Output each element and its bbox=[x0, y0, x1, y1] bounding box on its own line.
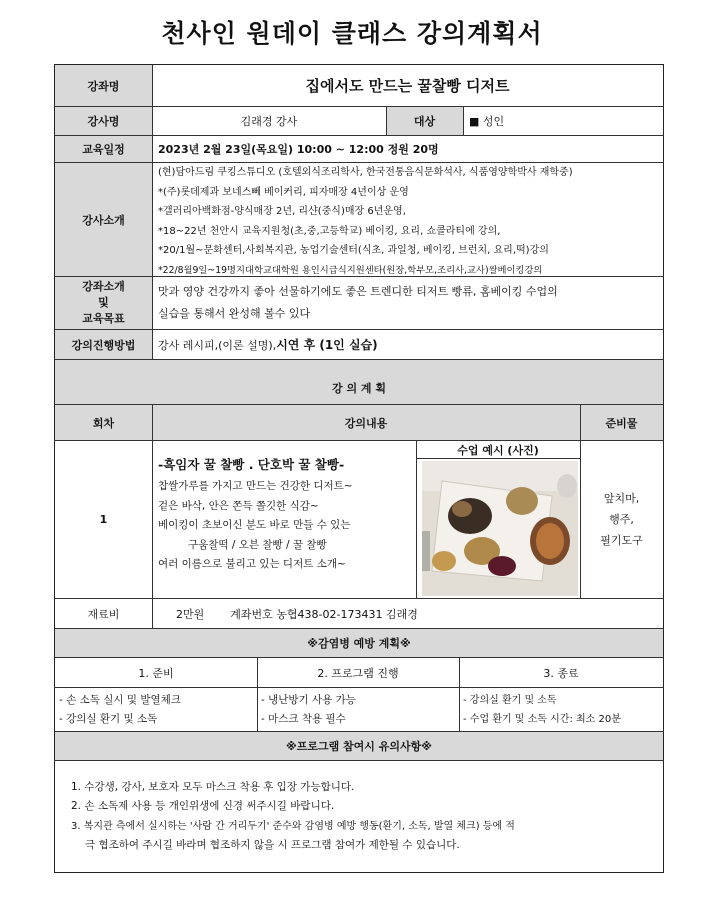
intro-label-line: 및 bbox=[98, 296, 109, 309]
photo-label: 수업 예시 (사진) bbox=[416, 441, 580, 459]
bio-line: *갤러리아백화점-양식매장 2년, 리샨(중식)매장 6년운영, bbox=[158, 206, 406, 217]
intro-content bbox=[152, 277, 663, 329]
materials-list bbox=[580, 441, 663, 598]
class-example-photo bbox=[422, 461, 578, 596]
photo-illustration bbox=[422, 461, 578, 596]
content-line: 베이킹이 초보이신 분도 바로 만들 수 있는 bbox=[158, 519, 351, 531]
course-name-label: 강좌명 bbox=[55, 65, 152, 106]
prevention-item: - 수업 환기 및 소독 시간: 최소 20분 bbox=[463, 713, 621, 725]
intro-line: 실습을 통해서 완성해 볼수 있다 bbox=[158, 307, 311, 320]
intro-label-line: 강좌소개 bbox=[82, 280, 125, 293]
note-item: 극 협조하여 주시길 바라며 협조하지 않을 시 프로그램 참여가 제한될 수 있습니다. bbox=[85, 839, 460, 851]
material-item: 행주, bbox=[609, 513, 634, 526]
notes-body bbox=[55, 761, 663, 872]
intro-label bbox=[55, 277, 152, 329]
prevention-item: - 강의실 환기 및 소독 bbox=[59, 712, 158, 725]
notes-title: ※프로그램 참여시 유의사항※ bbox=[55, 732, 663, 760]
target-value: ■ 성인 bbox=[469, 115, 505, 128]
intro-line: 맛과 영양 건강까지 좋아 선물하기에도 좋은 트렌디한 티저트 빵류, 홈베이킹 수업의 bbox=[158, 285, 558, 298]
prevention-items bbox=[257, 688, 459, 731]
plan-title-text: 강 의 계 획 bbox=[332, 382, 386, 395]
content-line: 찹쌀가루를 가지고 만드는 건강한 디저트~ bbox=[158, 480, 353, 492]
material-item: 필기도구 bbox=[600, 534, 643, 547]
bio-line: *22/8월9일~19명지대학교대학원 용인시급식지원센타(원장,학부모,조리사,교사)쌀베이킹강의 bbox=[158, 264, 543, 276]
prevention-col-header: 3. 종료 bbox=[543, 666, 579, 680]
bio-lines bbox=[158, 163, 573, 280]
course-name-value: 집에서도 만드는 꿀찰빵 디저트 bbox=[305, 77, 510, 95]
document-title: 천사인 원데이 클래스 강의계획서 bbox=[161, 19, 543, 48]
prevention-items bbox=[55, 688, 257, 731]
prevention-items bbox=[459, 688, 663, 731]
content-line: 여러 이름으로 불리고 있는 디저트 소개~ bbox=[158, 558, 346, 570]
prevention-item: - 냉난방기 사용 가능 bbox=[261, 693, 356, 706]
fee-amount: 2만원 bbox=[176, 607, 205, 621]
bio-line: (현)담아드림 쿠킹스튜디오 (호텔외식조리학사, 한국전통음식문화석사, 식품영양학박사 재학중) bbox=[158, 167, 573, 178]
plan-section-title bbox=[55, 360, 663, 404]
intro-label-line: 교육목표 bbox=[82, 312, 125, 325]
content-line: 겉은 바삭, 안은 쫀득 쫄깃한 식감~ bbox=[158, 499, 319, 512]
content-title: -흑임자 꿀 찰빵 . 단호박 꿀 찰빵- bbox=[158, 457, 345, 472]
material-item: 앞치마, bbox=[603, 492, 640, 505]
session-number: 1 bbox=[99, 513, 108, 526]
note-item: 1. 수강생, 강사, 보호자 모두 마스크 착용 후 입장 가능합니다. bbox=[71, 780, 355, 793]
target-label: 대상 bbox=[386, 107, 463, 135]
schedule-label: 교육일정 bbox=[55, 136, 152, 162]
prevention-item: - 마스크 착용 필수 bbox=[261, 712, 346, 725]
content-text bbox=[152, 441, 416, 598]
note-item: 2. 손 소독제 사용 등 개인위생에 신경 써주시길 바랍니다. bbox=[71, 800, 335, 812]
method-prefix: 강사 레시피,(이론 설명), bbox=[158, 338, 277, 352]
materials-header: 준비물 bbox=[580, 405, 663, 440]
bio-line: *18~22년 천안시 교육지원청(초,중,고등학교) 베이킹, 요리, 쇼콜라티에 강의, bbox=[158, 225, 501, 237]
bio-label: 강사소개 bbox=[55, 163, 152, 276]
prevention-title: ※감염병 예방 계획※ bbox=[55, 629, 663, 657]
content-line: 구움찰떡 / 오븐 찰빵 / 꿀 찰빵 bbox=[188, 538, 327, 551]
bio-line: *20/1월~문화센터,사회복지관, 농업기술센터(식초, 과일청, 베이킹, 브런치, 요리,떡)강의 bbox=[158, 245, 549, 256]
instructor-label: 강사명 bbox=[55, 107, 152, 135]
method-label: 강의진행방법 bbox=[55, 330, 152, 359]
method-bold: 시연 후 (1인 실습) bbox=[276, 338, 378, 352]
prevention-col-header: 1. 준비 bbox=[138, 666, 174, 680]
schedule-value: 2023년 2월 23일(목요일) 10:00 ~ 12:00 정원 20명 bbox=[158, 143, 439, 156]
content-header: 강의내용 bbox=[152, 405, 580, 440]
fee-account: 계좌번호 농협438-02-173431 김래경 bbox=[230, 607, 418, 621]
method-value bbox=[152, 330, 663, 359]
prevention-item: - 강의실 환기 및 소독 bbox=[463, 694, 557, 706]
prevention-item: - 손 소독 실시 및 발열체크 bbox=[59, 693, 181, 706]
note-item: 3. 복지관 측에서 실시하는 '사람 간 거리두기' 준수와 감염병 예방 행동(환기, 소독, 발열 체크) 등에 적 bbox=[71, 820, 515, 832]
bio-content bbox=[152, 163, 663, 276]
session-header: 회차 bbox=[55, 405, 152, 440]
fee-label: 재료비 bbox=[87, 607, 120, 621]
instructor-value: 김래경 강사 bbox=[240, 115, 298, 128]
fee-value bbox=[152, 599, 663, 628]
prevention-col-header: 2. 프로그램 진행 bbox=[317, 666, 399, 680]
bio-line: *(주)롯데제과 보네스뻬 베이커리, 피자매장 4년이상 운영 bbox=[158, 186, 409, 198]
